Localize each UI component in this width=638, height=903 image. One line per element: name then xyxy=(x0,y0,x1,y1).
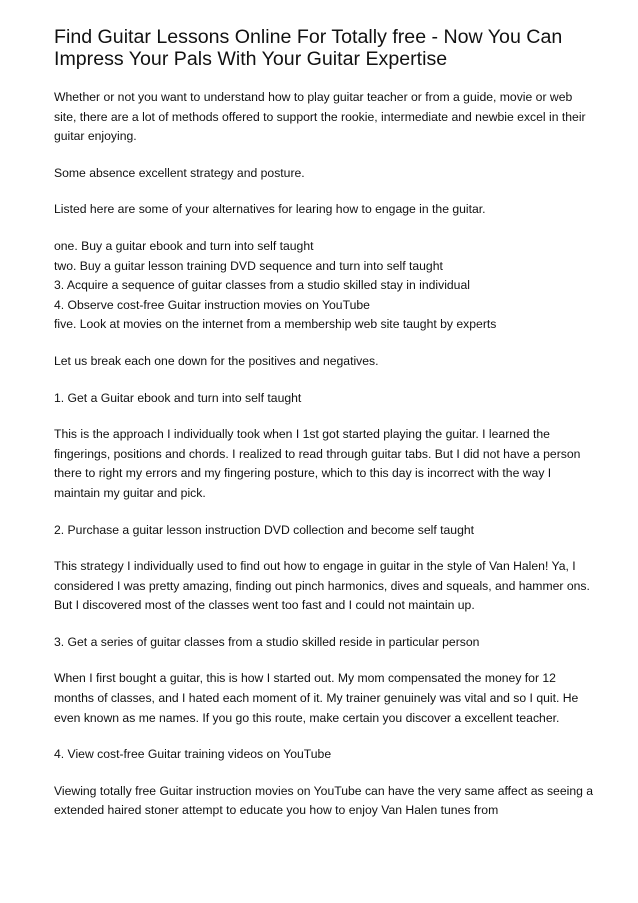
list-item: two. Buy a guitar lesson training DVD sequence and turn into self taught xyxy=(54,258,443,273)
alternatives-list xyxy=(54,237,594,335)
list-item: five. Look at movies on the internet from a membership web site taught by experts xyxy=(54,317,497,332)
section-heading-dvd: 2. Purchase a guitar lesson instruction DVD collection and become self taught xyxy=(54,522,475,537)
list-item: 4. Observe cost-free Guitar instruction movies on YouTube xyxy=(54,297,370,312)
section-heading-ebook: 1. Get a Guitar ebook and turn into self taught xyxy=(54,390,302,405)
section-heading-studio: 3. Get a series of guitar classes from a studio skilled reside in particular person xyxy=(54,634,480,649)
section-heading-youtube: 4. View cost-free Guitar training videos on YouTube xyxy=(54,747,332,762)
intro-paragraph: Whether or not you want to understand how to play guitar teacher or from a guide, movie or web site, there are a lot of methods offered to support the rookie, intermediate and newbie excel in their guitar enjoying. xyxy=(54,90,586,144)
document-page xyxy=(54,26,594,838)
section-paragraph-dvd: This strategy I individually used to find out how to engage in guitar in the style of Van Halen! Ya, I considered I was pretty amazing, finding out pinch harmonics, dives and squeals, and hammer ons. But I discovered most of the classes went too fast and I could not maintain up. xyxy=(54,559,590,613)
section-paragraph-ebook: This is the approach I individually took when I 1st got started playing the guitar. I learned the fingerings, positions and chords. I realized to read through guitar tabs. But I did not have a person there to right my errors and my fingering posture, which to this day is incorrect with the way I maintain my guitar and pick. xyxy=(54,427,581,500)
list-item: one. Buy a guitar ebook and turn into self taught xyxy=(54,238,314,253)
breakdown-paragraph: Let us break each one down for the positives and negatives. xyxy=(54,353,379,368)
document-title: Find Guitar Lessons Online For Totally free - Now You Can Impress Your Pals With Your Guitar Expertise xyxy=(54,26,563,70)
section-paragraph-studio: When I first bought a guitar, this is how I started out. My mom compensated the money for 12 months of classes, and I hated each moment of it. My trainer genuinely was vital and so I quit. He even known as me names. If you go this route, make certain you discover a excellent teacher. xyxy=(54,671,579,725)
alternatives-paragraph: Listed here are some of your alternatives for learing how to engage in the guitar. xyxy=(54,202,486,217)
section-paragraph-youtube: Viewing totally free Guitar instruction movies on YouTube can have the very same affect as seeing a extended haired stoner attempt to educate you how to enjoy Van Halen tunes from xyxy=(54,783,594,818)
list-item: 3. Acquire a sequence of guitar classes from a studio skilled stay in individual xyxy=(54,278,470,293)
posture-paragraph: Some absence excellent strategy and posture. xyxy=(54,165,305,180)
